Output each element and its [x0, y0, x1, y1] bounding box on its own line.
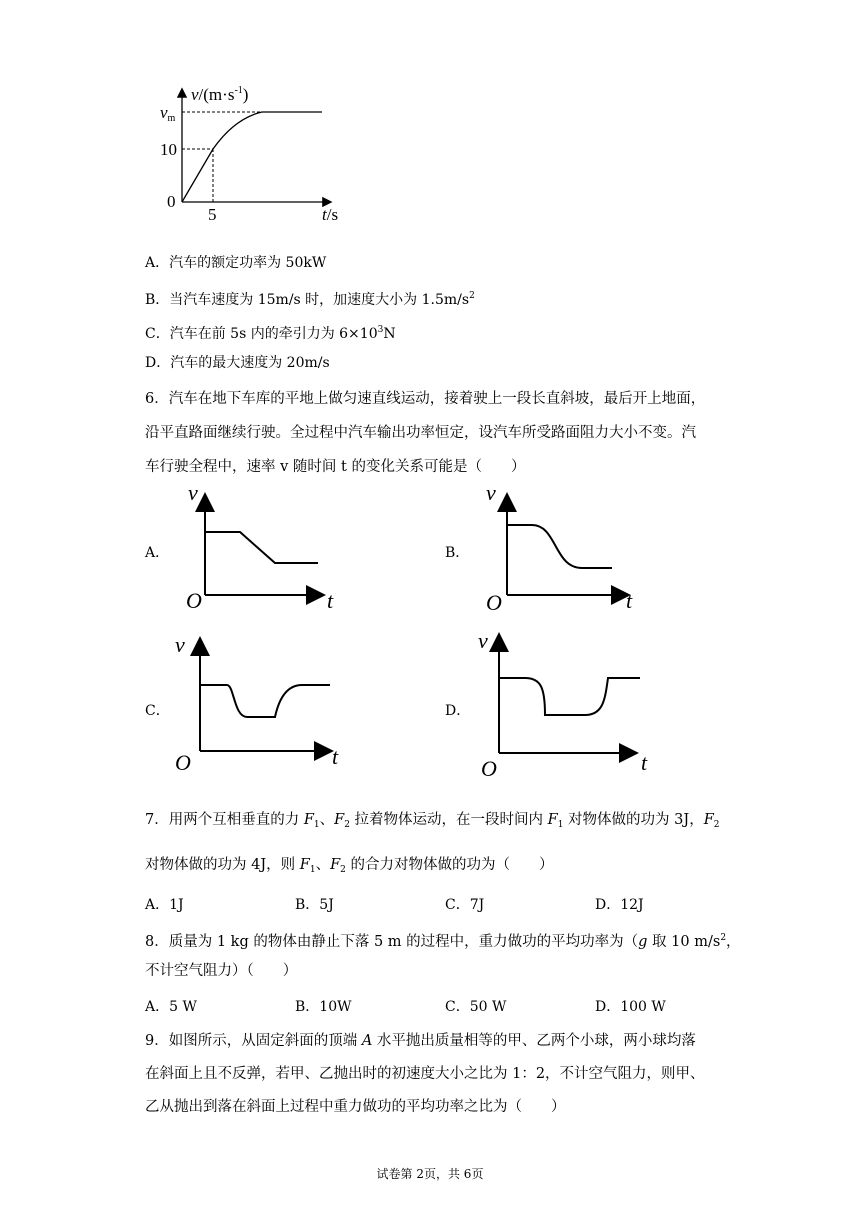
svg-text:t: t: [332, 744, 339, 769]
q6-stem-line3: 车行驶全程中，速率 v 随时间 t 的变化关系可能是（ ）: [145, 459, 526, 475]
svg-text:O: O: [175, 750, 191, 775]
q5-option-c: C．汽车在前 5s 内的牵引力为 $6\times 10^3N$: [145, 325, 396, 342]
svg-text:v: v: [188, 480, 198, 505]
svg-text:O: O: [481, 756, 497, 781]
q8-option-b: B．10W: [295, 999, 352, 1015]
q6-graph-c: [172, 632, 347, 777]
q8-option-a: A．5 W: [145, 999, 197, 1015]
q6-stem-line2: 沿平直路面继续行驶。全过程中汽车输出功率恒定，设汽车所受路面阻力大小不变。汽: [145, 425, 696, 441]
q6-stem-line1: 6．汽车在地下车库的平地上做匀速直线运动，接着驶上一段长直斜坡，最后开上地面，: [145, 391, 706, 407]
q6-label-b: B．: [445, 545, 470, 561]
svg-text:O: O: [186, 588, 202, 613]
vt-x-label: t/s: [322, 205, 339, 224]
vt-graph: [150, 80, 360, 225]
svg-text:v: v: [175, 632, 185, 657]
svg-text:v: v: [486, 480, 496, 505]
q8-stem-line2: 不计空气阻力）（ ）: [145, 963, 298, 979]
q5-option-d: D．汽车的最大速度为 20m/s: [145, 355, 330, 371]
q7-option-c: C．7J: [445, 897, 485, 913]
q6-label-d: D．: [445, 703, 471, 719]
q7-option-d: D．12J: [595, 897, 644, 913]
q7-option-b: B．5J: [295, 897, 334, 913]
vt-tick-5: 5: [208, 205, 217, 224]
q6-graph-b-curve: [507, 525, 612, 568]
q8-option-d: D．100 W: [595, 999, 666, 1015]
svg-text:v: v: [478, 628, 488, 653]
vt-curve: [182, 112, 322, 202]
q8-option-c: C．50 W: [445, 999, 507, 1015]
vt-origin: 0: [167, 192, 176, 211]
q6-graph-a-curve: [205, 532, 318, 563]
svg-text:t: t: [327, 588, 334, 613]
q7-stem-line1: 7．用两个互相垂直的力 $F_1$、$F_2$ 拉着物体运动，在一段时间内 $F_1$ 对物体做的功为 3J，$F_2$: [145, 812, 720, 830]
svg-text:t: t: [626, 588, 633, 613]
q9-stem-line1: 9．如图所示，从固定斜面的顶端 A 水平抛出质量相等的甲、乙两个小球，两小球均落: [145, 1033, 696, 1049]
q5-option-a: A．汽车的额定功率为 50kW: [145, 255, 327, 271]
vt-vm-label: vm: [160, 103, 176, 124]
q6-graph-d: [475, 628, 655, 780]
q7-stem-line2: 对物体做的功为 4J，则 $F_1$、$F_2$ 的合力对物体做的功为（ ）: [145, 857, 554, 875]
q6-graph-b: [482, 482, 642, 614]
vt-tick-10: 10: [160, 140, 177, 159]
q5-option-b: B．当汽车速度为 15m/s 时，加速度大小为 $1.5m/s^2$: [145, 291, 475, 308]
q6-graph-a: [180, 482, 340, 614]
q7-option-a: A．1J: [145, 897, 184, 913]
q6-graph-d-curve: [499, 678, 640, 715]
q9-stem-line2: 在斜面上且不反弹，若甲、乙抛出时的初速度大小之比为 1：2，不计空气阻力，则甲、: [145, 1066, 705, 1082]
q8-stem-line1: 8．质量为 1 kg 的物体由静止下落 5 m 的过程中，重力做功的平均功率为（g 取 10 $m/s^2$，: [145, 933, 741, 950]
svg-text:t: t: [641, 750, 648, 775]
q9-stem-line3: 乙从抛出到落在斜面上过程中重力做功的平均功率之比为（ ）: [145, 1099, 566, 1115]
q6-label-a: A．: [145, 545, 170, 561]
q6-graph-c-curve: [200, 685, 330, 717]
page-footer: 试卷第 2页，共 6页: [376, 1167, 484, 1181]
q6-label-c: C．: [145, 703, 170, 719]
svg-text:O: O: [486, 590, 502, 615]
vt-y-label: $v/(m\cdot s^{-1})$: [191, 85, 249, 104]
